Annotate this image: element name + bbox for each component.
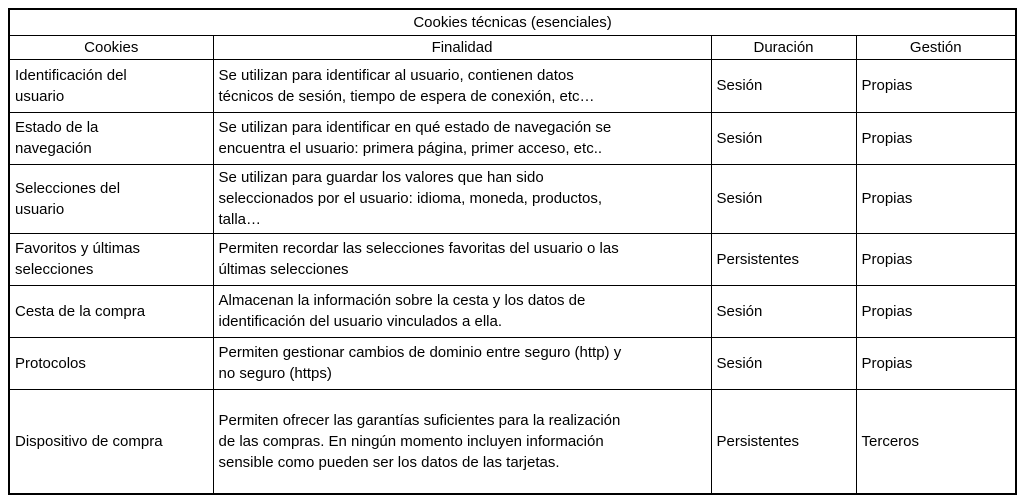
table-header-row <box>9 35 1016 59</box>
cookie-duration-cell <box>711 389 856 494</box>
cookie-name: Estado de la navegación <box>15 119 99 157</box>
cookie-purpose-cell <box>213 233 711 285</box>
cookie-name: Selecciones del usuario <box>15 179 121 218</box>
cookie-duration-cell <box>711 337 856 389</box>
table-row <box>9 233 1016 285</box>
cookie-management-cell <box>856 285 1016 337</box>
cookie-name: Favoritos y últimas selecciones <box>15 240 141 278</box>
cookie-duration-cell <box>711 164 856 233</box>
cookie-purpose-cell <box>213 389 711 494</box>
cookie-management-cell <box>856 337 1016 389</box>
technical-cookies-table <box>8 8 1017 495</box>
cookie-name: Protocolos <box>15 354 86 372</box>
cookie-duration: Sesión <box>716 302 763 320</box>
cookie-management-cell <box>856 389 1016 494</box>
table-title-row <box>9 9 1016 35</box>
table-row <box>9 112 1016 164</box>
cookie-purpose-cell <box>213 112 711 164</box>
cookie-purpose-cell <box>213 285 711 337</box>
cookie-purpose: Permiten recordar las selecciones favoritas del usuario o las últimas selecciones <box>218 240 619 278</box>
cookie-name-cell <box>9 164 213 233</box>
cookie-duration: Sesión <box>716 354 763 372</box>
cookie-name-cell <box>9 59 213 112</box>
cookie-management: Propias <box>861 190 913 207</box>
cookie-purpose: Se utilizan para identificar en qué estado de navegación se encuentra el usuario: primera página, primer acceso, etc.. <box>218 119 612 157</box>
cookie-management-cell <box>856 233 1016 285</box>
cookie-name: Dispositivo de compra <box>15 432 163 450</box>
table-body <box>9 59 1016 494</box>
table-row <box>9 59 1016 112</box>
cookie-management-cell <box>856 164 1016 233</box>
cookie-duration-cell <box>711 285 856 337</box>
cookie-duration: Persistentes <box>716 432 800 450</box>
column-header-duracion: Duración <box>711 35 856 59</box>
cookie-name-cell <box>9 112 213 164</box>
column-header-finalidad: Finalidad <box>213 35 711 59</box>
cookie-name-cell <box>9 285 213 337</box>
cookie-name: Cesta de la compra <box>15 302 146 320</box>
cookie-purpose: Permiten ofrecer las garantías suficientes para la realización de las compras. En ningún momento incluyen información sensible como pueden ser los datos de las tarjetas. <box>218 411 621 471</box>
cookie-duration: Sesión <box>716 77 763 94</box>
table-row <box>9 164 1016 233</box>
cookie-management-cell <box>856 59 1016 112</box>
table-row <box>9 389 1016 494</box>
cookie-duration-cell <box>711 59 856 112</box>
cookie-purpose-cell <box>213 337 711 389</box>
cookie-management: Propias <box>861 250 913 268</box>
cookie-name: Identificación del usuario <box>15 66 127 105</box>
cookie-purpose: Permiten gestionar cambios de dominio entre seguro (http) y no seguro (https) <box>218 344 622 382</box>
cookie-name-cell <box>9 337 213 389</box>
cookie-management: Terceros <box>861 432 920 450</box>
cookie-management: Propias <box>861 302 913 320</box>
table-row <box>9 285 1016 337</box>
cookie-duration: Persistentes <box>716 250 800 268</box>
cookie-purpose: Se utilizan para guardar los valores que han sido seleccionados por el usuario: idioma, moneda, productos, talla… <box>218 169 603 228</box>
table-title: Cookies técnicas (esenciales) <box>9 9 1016 35</box>
cookie-purpose-cell <box>213 164 711 233</box>
cookie-duration: Sesión <box>716 129 763 147</box>
cookie-purpose-cell <box>213 59 711 112</box>
cookie-management-cell <box>856 112 1016 164</box>
cookie-management: Propias <box>861 77 913 94</box>
cookie-management: Propias <box>861 129 913 147</box>
cookie-name-cell <box>9 233 213 285</box>
cookie-purpose: Almacenan la información sobre la cesta y los datos de identificación del usuario vinculados a ella. <box>218 292 586 330</box>
cookie-name-cell <box>9 389 213 494</box>
table-row <box>9 337 1016 389</box>
column-header-gestion: Gestión <box>856 35 1016 59</box>
cookie-purpose: Se utilizan para identificar al usuario, contienen datos técnicos de sesión, tiempo de espera de conexión, etc… <box>218 66 595 105</box>
cookie-duration-cell <box>711 233 856 285</box>
cookie-management: Propias <box>861 354 913 372</box>
cookie-duration: Sesión <box>716 190 763 207</box>
column-header-cookies: Cookies <box>9 35 213 59</box>
cookie-duration-cell <box>711 112 856 164</box>
